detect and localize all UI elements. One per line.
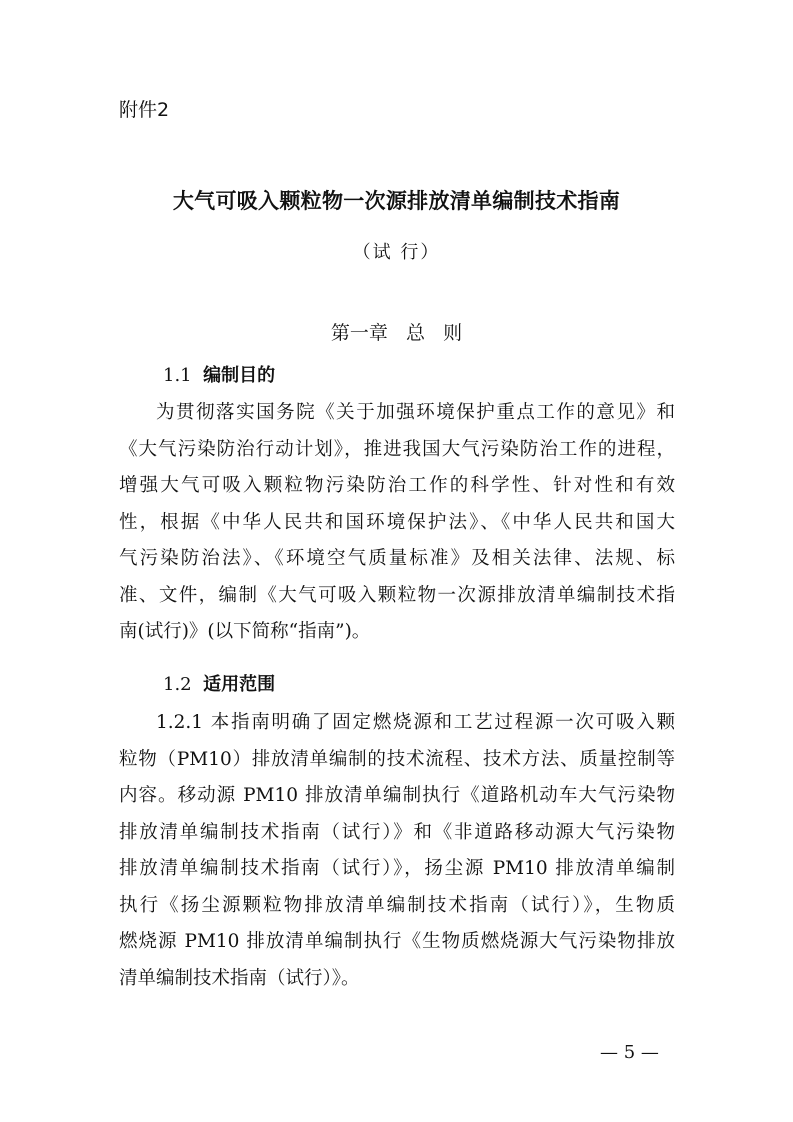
paragraph-line: 《大气污染防治行动计划》，推进我国大气污染防治工作的进程， xyxy=(119,438,675,460)
paragraph-line: 准、文件，编制《大气可吸入颗粒物一次源排放清单编制技术指 xyxy=(119,584,675,606)
paragraph-line: 南(试行)》(以下简称“指南”)。 xyxy=(119,621,371,642)
paragraph-line: 气污染防治法》、《环境空气质量标准》及相关法律、法规、标 xyxy=(119,548,675,569)
paragraph-line: 执行《扬尘源颗粒物排放清单编制技术指南（试行）》，生物质 xyxy=(119,894,675,916)
paragraph-purpose xyxy=(119,395,675,651)
paragraph-line: 内容。移动源 PM10 排放清单编制执行《道路机动车大气污染物 xyxy=(119,785,675,806)
section-number: 1.1 xyxy=(163,365,192,386)
document-subtitle: （试 行） xyxy=(352,242,441,263)
paragraph-line: 增强大气可吸入颗粒物污染防治工作的科学性、针对性和有效 xyxy=(119,475,675,496)
paragraph-scope xyxy=(119,705,675,997)
paragraph-line: 排放清单编制技术指南（试行）》和《非道路移动源大气污染物 xyxy=(119,821,675,843)
attachment-label: 附件2 xyxy=(119,99,170,121)
paragraph-line: 性，根据《中华人民共和国环境保护法》、《中华人民共和国大 xyxy=(119,511,675,533)
document-title: 大气可吸入颗粒物一次源排放清单编制技术指南 xyxy=(172,189,621,213)
paragraph-line: 1.2.1 本指南明确了固定燃烧源和工艺过程源一次可吸入颗 xyxy=(156,712,675,733)
paragraph-line: 排放清单编制技术指南（试行）》，扬尘源 PM10 排放清单编制 xyxy=(119,858,675,879)
section-heading-1-2 xyxy=(163,671,275,699)
section-number: 1.2 xyxy=(163,674,192,695)
section-label: 适用范围 xyxy=(203,674,276,695)
paragraph-line: 为贯彻落实国务院《关于加强环境保护重点工作的意见》和 xyxy=(156,402,675,423)
page-number: — 5 — xyxy=(600,1042,659,1063)
section-heading-1-1 xyxy=(163,362,275,390)
paragraph-line: 燃烧源 PM10 排放清单编制执行《生物质燃烧源大气污染物排放 xyxy=(119,931,675,952)
section-label: 编制目的 xyxy=(203,365,276,386)
chapter-heading: 第一章 总 则 xyxy=(330,322,463,344)
paragraph-line: 清单编制技术指南（试行）》。 xyxy=(119,967,360,989)
paragraph-line: 粒物（PM10）排放清单编制的技术流程、技术方法、质量控制等 xyxy=(119,748,675,770)
